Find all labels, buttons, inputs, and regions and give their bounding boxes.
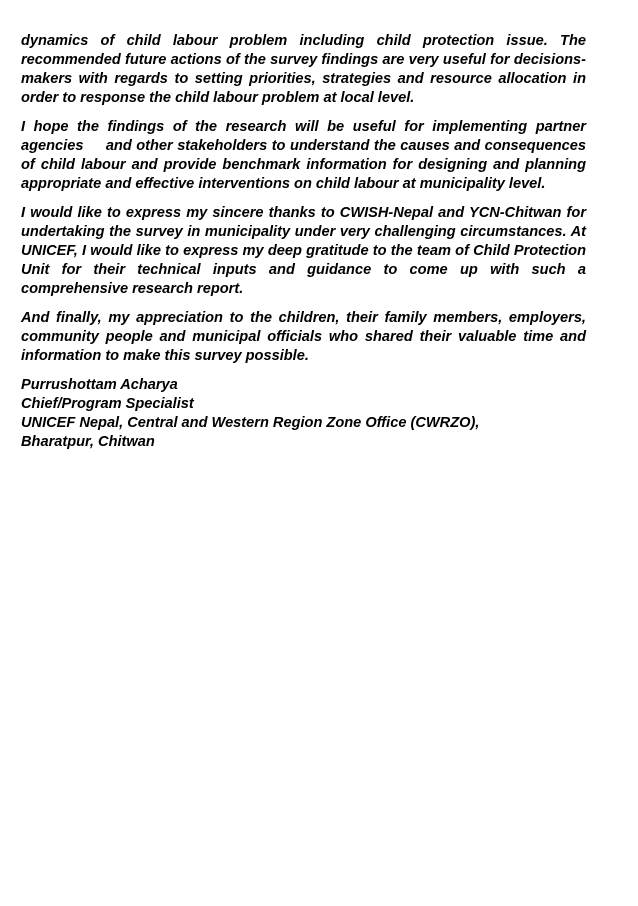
signatory-location: Bharatpur, Chitwan (21, 434, 155, 450)
paragraph-acknowledgements: I would like to express my sincere thanks to CWISH-Nepal and YCN-Chitwan for undertaking the survey in municipality under very challenging circumstances. At UNICEF, I would like to express my deep gratitude to the team of Child Protection Unit for their technical inputs and guidance to come up with such a comprehensive research report. (21, 205, 586, 297)
signature-block (21, 376, 586, 452)
paragraph-implementing-partners: I hope the findings of the research will be useful for implementing partner agencies and other stakeholders to understand the causes and consequences of child labour and provide benchmark information for designing and planning appropriate and effective interventions on child labour at municipality level. (21, 119, 586, 192)
signatory-title: Chief/Program Specialist (21, 396, 194, 412)
paragraph-findings-usefulness: dynamics of child labour problem including child protection issue. The recommended future actions of the survey findings are very useful for decisions-makers with regards to setting priorities, strategies and resource allocation in order to response the child labour problem at local level. (21, 33, 586, 106)
document-page (21, 32, 586, 452)
signatory-name: Purrushottam Acharya (21, 377, 178, 393)
signatory-organization: UNICEF Nepal, Central and Western Region Zone Office (CWRZO), (21, 415, 480, 431)
paragraph-appreciation: And finally, my appreciation to the children, their family members, employers, community people and municipal officials who shared their valuable time and information to make this survey possible. (21, 310, 586, 364)
